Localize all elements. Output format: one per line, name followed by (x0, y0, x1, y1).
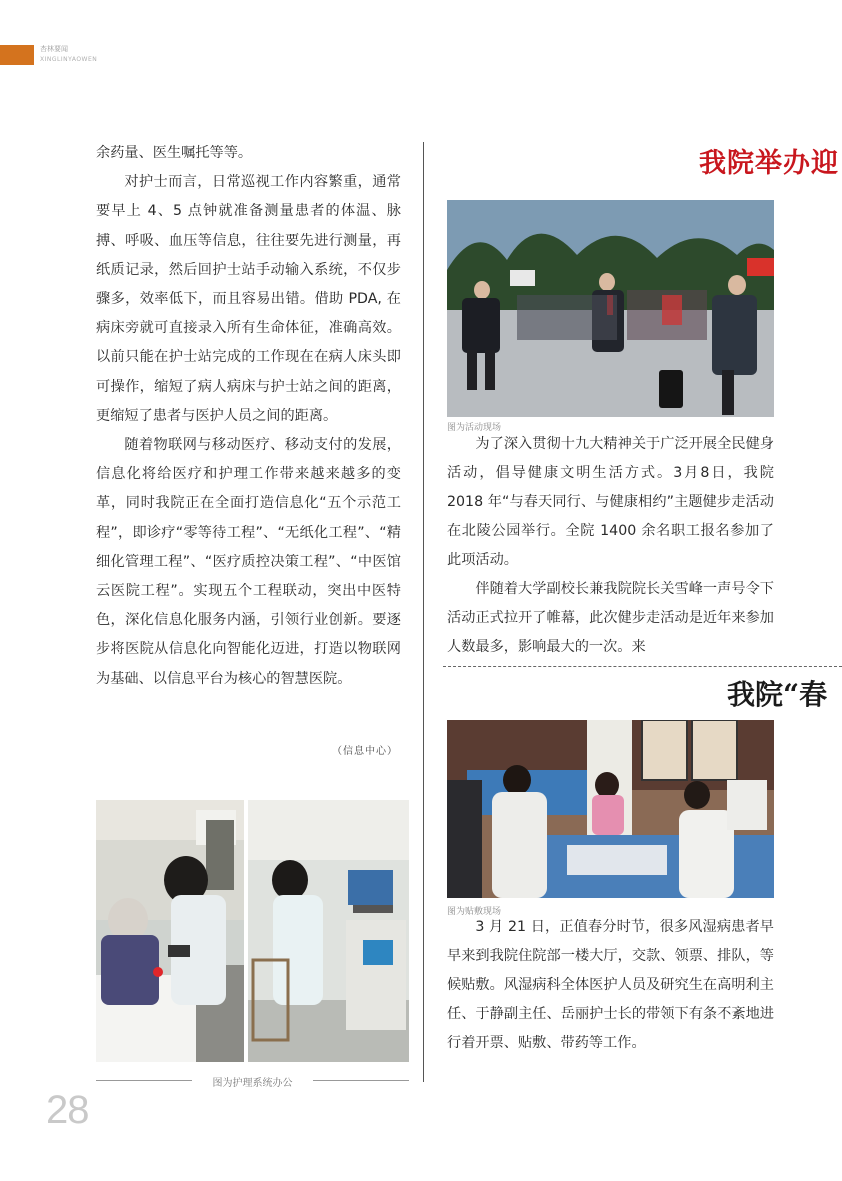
article-source: （信息中心） (332, 746, 398, 757)
dashed-separator (443, 666, 842, 667)
left-paragraph-2: 对护士而言，日常巡视工作内容繁重，通常要早上 4、5 点钟就准备测量患者的体温、脉搏、呼吸、血压等信息，往往要先进行测量，再纸质记录，然后回护士站手动输入系统，不仅步骤多，效率低下，而且容易出错。借助 PDA, 在病床旁就可直接录入所有生命体征，准确高效。以前只能在护士站完成的工作现在在病人床头即可操作，缩短了病人病床与护士站之间的距离，更缩短了患者与医护人员之间的距离。 (96, 174, 401, 424)
article2-paragraph-1: 3 月 21 日，正值春分时节，很多风湿病患者早早来到我院住院部一楼大厅，交款、领票、排队，等候贴敷。风湿病科全体医护人员及研究生在高明利主任、于静副主任、岳丽护士长的带领下有条不紊地进行着开票、贴敷、带药等工作。 (447, 919, 774, 1051)
section-title-en: XINGLINYAOWEN (40, 56, 98, 63)
left-paragraph-1: 余药量、医生嘱托等等。 (96, 145, 253, 161)
article1-paragraph-1: 为了深入贯彻十九大精神关于广泛开展全民健身活动，倡导健康文明生活方式。3月8日，我院 2018 年“与春天同行、与健康相约”主题健步走活动在北陵公园举行。全院 1400 余名职工报名参加了此项活动。 (447, 436, 774, 568)
headline-spring-event: 我院“春 (727, 678, 828, 711)
headline-walking-event: 我院举办迎 (699, 148, 839, 179)
article1-paragraph-2: 伴随着大学副校长兼我院院长关雪峰一声号令下活动正式拉开了帷幕，此次健步走活动是近年来参加人数最多，影响最大的一次。来 (447, 581, 774, 655)
photo-nurse-bedside (96, 800, 244, 1062)
photo-caption-nursing: 图为护理系统办公 (212, 1078, 293, 1089)
section-title-cn: 杏林要闻 (40, 45, 68, 53)
photo-caption-event: 图为活动现场 (447, 423, 502, 433)
photo-event-scene (447, 200, 774, 417)
column-divider (423, 142, 424, 1082)
article-walking-event (447, 430, 774, 662)
photo-caption-application: 图为贴敷现场 (447, 907, 502, 917)
page-number: 28 (46, 1088, 89, 1132)
photo-nurse-computer (248, 800, 409, 1062)
header-accent-bar (0, 45, 34, 65)
left-article (96, 139, 401, 694)
article-spring-event (447, 913, 774, 1058)
photo-application-scene (447, 720, 774, 898)
left-paragraph-3: 随着物联网与移动医疗、移动支付的发展，信息化将给医疗和护理工作带来越来越多的变革，同时我院正在全面打造信息化“五个示范工程”，即诊疗“零等待工程”、“无纸化工程”、“精细化管理工程”、“医疗质控决策工程”、“中医馆云医院工程”。实现五个工程联动，突出中医特色，深化信息化服务内涵，引领行业创新。要逐步将医院从信息化向智能化迈进，打造以物联网为基础、以信息平台为核心的智慧医院。 (96, 437, 401, 687)
